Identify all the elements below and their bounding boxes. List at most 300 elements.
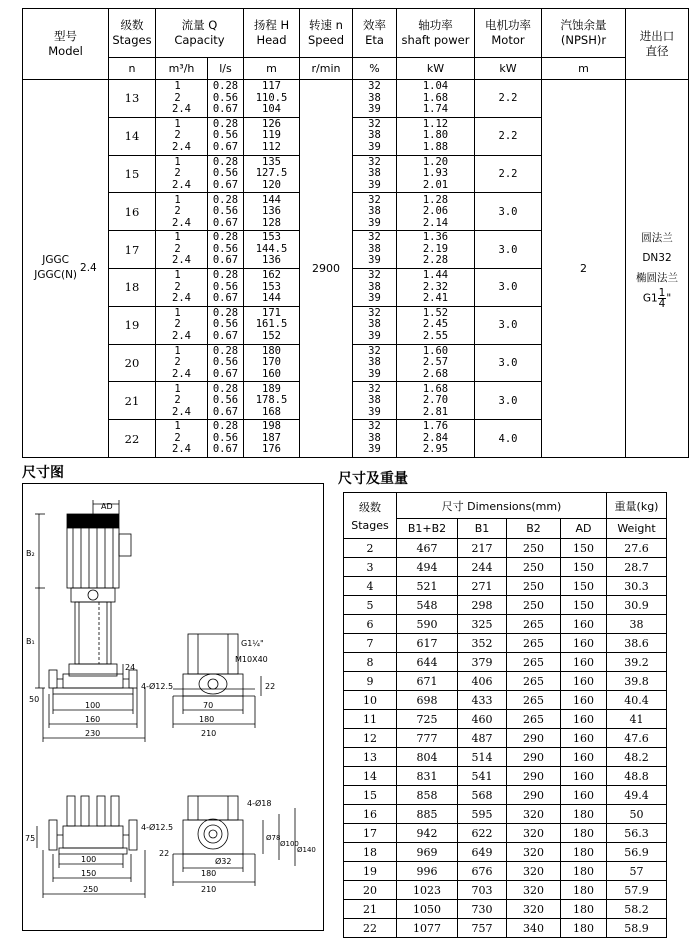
capacity-m3h-cell [156, 382, 208, 420]
capacity-ls-value: 0.56 [212, 242, 239, 255]
capacity-ls-value: 0.67 [212, 103, 239, 116]
head-cell [244, 231, 300, 269]
header-stages: 级数 Stages [109, 9, 156, 58]
dims-row [344, 558, 667, 577]
capacity-ls-cell [208, 155, 244, 193]
capacity-m3h-cell [156, 193, 208, 231]
dims-stages-cell: 20 [344, 881, 397, 900]
dims-weight-cell: 28.7 [607, 558, 667, 577]
dims-b2-cell: 250 [507, 596, 561, 615]
dims-row [344, 710, 667, 729]
eta-value: 32 [368, 269, 381, 282]
capacity-ls-cell [208, 344, 244, 382]
stages-cell: 19 [109, 306, 156, 344]
inout-line3: 椭圆法兰 [636, 271, 678, 284]
capacity-m3h-value: 2 [174, 431, 181, 444]
dims-stages-cell: 2 [344, 539, 397, 558]
dim-180b: 180 [201, 869, 217, 878]
capacity-ls-value: 0.28 [212, 80, 239, 93]
dims-weight-cell: 38.6 [607, 634, 667, 653]
dims-ad-cell: 150 [561, 577, 607, 596]
unit-npsh: m [542, 58, 626, 80]
shaft-power-value: 2.84 [422, 431, 449, 444]
unit-head: m [244, 58, 300, 80]
unit-eta: % [353, 58, 397, 80]
dims-stages-cell: 8 [344, 653, 397, 672]
dim-250: 250 [83, 885, 99, 894]
eta-value: 38 [368, 242, 381, 255]
capacity-ls-value: 0.56 [212, 431, 239, 444]
shaft-power-value: 2.70 [422, 394, 449, 407]
dims-b1b2-cell: 725 [397, 710, 458, 729]
eta-value: 39 [368, 405, 381, 418]
shaft-power-value: 2.55 [422, 329, 449, 342]
stages-cell: 15 [109, 155, 156, 193]
dims-b2-cell: 265 [507, 634, 561, 653]
eta-value: 39 [368, 140, 381, 153]
header-model: 型号 Model [23, 9, 109, 80]
dims-ad-cell: 180 [561, 900, 607, 919]
dims-b2-cell: 320 [507, 805, 561, 824]
dims-weight-cell: 58.2 [607, 900, 667, 919]
dims-b1b2-cell: 1050 [397, 900, 458, 919]
dims-ad-cell: 180 [561, 862, 607, 881]
capacity-ls-value: 0.67 [212, 443, 239, 456]
dim-230: 230 [85, 729, 101, 738]
dims-weight-cell: 48.2 [607, 748, 667, 767]
motor-cell: 3.0 [475, 382, 542, 420]
dims-row [344, 862, 667, 881]
eta-value: 38 [368, 167, 381, 180]
dims-header-b2: B2 [507, 519, 561, 539]
shaft-power-value: 1.12 [422, 117, 449, 130]
dim-100b: 100 [81, 855, 97, 864]
capacity-m3h-value: 1 [174, 344, 181, 357]
dims-header-dimensions: 尺寸 Dimensions(mm) [397, 493, 607, 519]
capacity-ls-value: 0.28 [212, 420, 239, 433]
dims-b1-cell: 460 [458, 710, 507, 729]
header-capacity: 流量 Q Capacity [156, 9, 244, 58]
capacity-m3h-value: 2.4 [172, 405, 191, 418]
dims-weight-cell: 49.4 [607, 786, 667, 805]
dims-b2-cell: 265 [507, 710, 561, 729]
stages-cell: 22 [109, 420, 156, 458]
header-inout: 进出口 直径 [626, 9, 689, 80]
capacity-ls-cell [208, 80, 244, 118]
header-speed: 转速 n Speed [300, 9, 353, 58]
dims-b2-cell: 265 [507, 672, 561, 691]
dims-stages-cell: 5 [344, 596, 397, 615]
shaft-power-value: 1.52 [422, 306, 449, 319]
dims-weight-cell: 38 [607, 615, 667, 634]
dims-b1b2-cell: 969 [397, 843, 458, 862]
eta-cell [353, 306, 397, 344]
dims-stages-cell: 21 [344, 900, 397, 919]
dims-ad-cell: 160 [561, 786, 607, 805]
shaft-power-value: 1.04 [422, 80, 449, 93]
eta-value: 32 [368, 231, 381, 244]
eta-value: 32 [368, 306, 381, 319]
head-value: 144 [262, 193, 281, 206]
eta-cell [353, 193, 397, 231]
capacity-ls-value: 0.67 [212, 140, 239, 153]
dims-stages-cell: 7 [344, 634, 397, 653]
head-value: 180 [262, 344, 281, 357]
motor-cell: 3.0 [475, 344, 542, 382]
header-motor: 电机功率 Motor [475, 9, 542, 58]
capacity-ls-value: 0.56 [212, 318, 239, 331]
head-value: 153 [262, 280, 281, 293]
motor-cell: 3.0 [475, 306, 542, 344]
shaft-power-cell [397, 382, 475, 420]
dims-stages-cell: 15 [344, 786, 397, 805]
dims-row [344, 634, 667, 653]
shaft-power-cell [397, 155, 475, 193]
dims-b2-cell: 320 [507, 900, 561, 919]
model-line2: JGGC(N) [34, 269, 78, 282]
motor-cell: 2.2 [475, 117, 542, 155]
shaft-power-value: 2.45 [422, 318, 449, 331]
dims-row [344, 843, 667, 862]
capacity-m3h-value: 1 [174, 306, 181, 319]
capacity-ls-value: 0.67 [212, 254, 239, 267]
eta-value: 39 [368, 103, 381, 116]
capacity-ls-value: 0.67 [212, 329, 239, 342]
capacity-m3h-cell [156, 268, 208, 306]
dims-ad-cell: 180 [561, 919, 607, 938]
stages-cell: 16 [109, 193, 156, 231]
dims-header-b1: B1 [458, 519, 507, 539]
dims-b1b2-cell: 804 [397, 748, 458, 767]
dims-ad-cell: 180 [561, 843, 607, 862]
head-value: 198 [262, 420, 281, 433]
dims-b1-cell: 217 [458, 539, 507, 558]
eta-value: 39 [368, 292, 381, 305]
head-value: 176 [262, 443, 281, 456]
capacity-m3h-cell [156, 155, 208, 193]
capacity-ls-value: 0.67 [212, 178, 239, 191]
dims-b1-cell: 406 [458, 672, 507, 691]
capacity-ls-value: 0.67 [212, 367, 239, 380]
capacity-m3h-value: 2.4 [172, 216, 191, 229]
motor-cell: 2.2 [475, 155, 542, 193]
head-value: 112 [262, 140, 281, 153]
dims-b2-cell: 320 [507, 843, 561, 862]
capacity-m3h-value: 2 [174, 242, 181, 255]
head-value: 187 [262, 431, 281, 444]
motor-cell: 2.2 [475, 80, 542, 118]
dim-50: 50 [29, 695, 40, 704]
dim-100c: Ø100 [280, 840, 299, 848]
shaft-power-cell [397, 268, 475, 306]
capacity-m3h-value: 2 [174, 394, 181, 407]
dims-b1b2-cell: 1077 [397, 919, 458, 938]
shaft-power-value: 2.28 [422, 254, 449, 267]
unit-motor: kW [475, 58, 542, 80]
dims-weight-cell: 30.9 [607, 596, 667, 615]
shaft-power-value: 2.41 [422, 292, 449, 305]
eta-value: 32 [368, 344, 381, 357]
dim-32: Ø32 [215, 857, 232, 866]
motor-cell: 3.0 [475, 268, 542, 306]
dim-180: 180 [199, 715, 215, 724]
eta-value: 32 [368, 155, 381, 168]
dims-row [344, 691, 667, 710]
capacity-ls-value: 0.28 [212, 155, 239, 168]
model-suffix: 2.4 [80, 262, 97, 275]
head-value: 136 [262, 205, 281, 218]
capacity-m3h-cell [156, 80, 208, 118]
eta-value: 39 [368, 254, 381, 267]
capacity-ls-cell [208, 382, 244, 420]
dims-row [344, 539, 667, 558]
speed-cell: 2900 [300, 80, 353, 458]
head-value: 135 [262, 155, 281, 168]
shaft-power-value: 2.19 [422, 242, 449, 255]
dim-210b: 210 [201, 885, 217, 894]
capacity-m3h-value: 2.4 [172, 178, 191, 191]
eta-value: 32 [368, 80, 381, 93]
dims-b1b2-cell: 831 [397, 767, 458, 786]
dims-b1-cell: 379 [458, 653, 507, 672]
dims-ad-cell: 160 [561, 729, 607, 748]
dim-holes1: 4-Ø12.5 [141, 682, 174, 691]
shaft-power-value: 1.44 [422, 269, 449, 282]
capacity-m3h-value: 2.4 [172, 367, 191, 380]
dims-header-ad: AD [561, 519, 607, 539]
dims-row [344, 919, 667, 938]
capacity-m3h-cell [156, 420, 208, 458]
eta-value: 38 [368, 431, 381, 444]
capacity-ls-value: 0.67 [212, 216, 239, 229]
dims-ad-cell: 150 [561, 558, 607, 577]
dims-b1-cell: 325 [458, 615, 507, 634]
shaft-power-value: 2.32 [422, 280, 449, 293]
dims-stages-cell: 17 [344, 824, 397, 843]
dims-weight-cell: 47.6 [607, 729, 667, 748]
dims-header-b1b2: B1+B2 [397, 519, 458, 539]
dims-row [344, 672, 667, 691]
head-cell [244, 117, 300, 155]
eta-cell [353, 420, 397, 458]
shaft-power-cell [397, 344, 475, 382]
unit-stages: n [109, 58, 156, 80]
dims-b2-cell: 290 [507, 729, 561, 748]
dims-b2-cell: 290 [507, 767, 561, 786]
dims-stages-cell: 11 [344, 710, 397, 729]
capacity-ls-cell [208, 231, 244, 269]
dims-weight-cell: 30.3 [607, 577, 667, 596]
shaft-power-value: 1.76 [422, 420, 449, 433]
capacity-m3h-value: 1 [174, 80, 181, 93]
dims-b1-cell: 352 [458, 634, 507, 653]
head-cell [244, 80, 300, 118]
head-value: 110.5 [255, 91, 288, 104]
stages-cell: 17 [109, 231, 156, 269]
dims-header-weight-en: Weight [607, 519, 667, 539]
dims-b1-cell: 541 [458, 767, 507, 786]
drawing-title: 尺寸图 [22, 465, 64, 481]
capacity-m3h-cell [156, 231, 208, 269]
dims-weight-cell: 57 [607, 862, 667, 881]
eta-cell [353, 268, 397, 306]
model-cell [23, 80, 109, 458]
head-value: 144.5 [255, 242, 288, 255]
dims-b1b2-cell: 1023 [397, 881, 458, 900]
eta-value: 38 [368, 205, 381, 218]
capacity-ls-value: 0.56 [212, 280, 239, 293]
head-value: 153 [262, 231, 281, 244]
dim-b1: B₁ [26, 637, 35, 646]
dims-row [344, 824, 667, 843]
eta-cell [353, 155, 397, 193]
capacity-m3h-value: 2.4 [172, 140, 191, 153]
head-cell [244, 382, 300, 420]
stages-cell: 21 [109, 382, 156, 420]
shaft-power-value: 1.20 [422, 155, 449, 168]
capacity-m3h-value: 2 [174, 356, 181, 369]
dim-b2: B₂ [26, 549, 35, 558]
eta-value: 38 [368, 394, 381, 407]
dims-stages-cell: 10 [344, 691, 397, 710]
dims-b1b2-cell: 858 [397, 786, 458, 805]
dims-ad-cell: 160 [561, 748, 607, 767]
shaft-power-value: 2.95 [422, 443, 449, 456]
eta-value: 39 [368, 329, 381, 342]
shaft-power-value: 2.57 [422, 356, 449, 369]
dims-b2-cell: 290 [507, 748, 561, 767]
dims-b2-cell: 320 [507, 824, 561, 843]
dimensions-table [343, 492, 667, 938]
inout-line1: 圆法兰 [641, 231, 673, 244]
dims-b1-cell: 271 [458, 577, 507, 596]
dims-b1-cell: 433 [458, 691, 507, 710]
dims-b1b2-cell: 644 [397, 653, 458, 672]
shaft-power-value: 1.80 [422, 129, 449, 142]
eta-value: 38 [368, 129, 381, 142]
dims-b1b2-cell: 494 [397, 558, 458, 577]
head-value: 127.5 [255, 167, 288, 180]
capacity-ls-value: 0.56 [212, 394, 239, 407]
dims-b1b2-cell: 548 [397, 596, 458, 615]
dims-b1b2-cell: 521 [397, 577, 458, 596]
dims-b2-cell: 250 [507, 577, 561, 596]
capacity-ls-cell [208, 306, 244, 344]
head-cell [244, 306, 300, 344]
capacity-m3h-value: 1 [174, 382, 181, 395]
dims-row [344, 881, 667, 900]
dims-weight-cell: 48.8 [607, 767, 667, 786]
shaft-power-cell [397, 420, 475, 458]
capacity-m3h-value: 1 [174, 231, 181, 244]
dims-b2-cell: 265 [507, 653, 561, 672]
eta-cell [353, 231, 397, 269]
capacity-m3h-value: 1 [174, 420, 181, 433]
dims-weight-cell: 57.9 [607, 881, 667, 900]
capacity-m3h-value: 2 [174, 205, 181, 218]
head-value: 171 [262, 306, 281, 319]
inout-line2: DN32 [642, 251, 672, 264]
dims-row [344, 577, 667, 596]
dims-row [344, 767, 667, 786]
dims-ad-cell: 160 [561, 672, 607, 691]
dim-140: Ø140 [297, 846, 316, 854]
head-cell [244, 268, 300, 306]
shaft-power-value: 1.60 [422, 344, 449, 357]
shaft-power-value: 1.74 [422, 103, 449, 116]
dims-b1b2-cell: 777 [397, 729, 458, 748]
shaft-power-cell [397, 231, 475, 269]
capacity-m3h-value: 2.4 [172, 292, 191, 305]
shaft-power-cell [397, 306, 475, 344]
performance-row [23, 80, 689, 118]
capacity-ls-value: 0.56 [212, 205, 239, 218]
capacity-m3h-value: 1 [174, 155, 181, 168]
performance-table [22, 8, 689, 458]
capacity-ls-value: 0.56 [212, 356, 239, 369]
model-line1: JGGC [42, 254, 69, 267]
dims-b1b2-cell: 698 [397, 691, 458, 710]
dim-22: 22 [265, 682, 276, 691]
dim-210: 210 [201, 729, 217, 738]
dims-b2-cell: 320 [507, 881, 561, 900]
capacity-m3h-value: 2 [174, 280, 181, 293]
shaft-power-value: 2.01 [422, 178, 449, 191]
dims-ad-cell: 160 [561, 634, 607, 653]
head-value: 104 [262, 103, 281, 116]
head-value: 136 [262, 254, 281, 267]
dims-stages-cell: 14 [344, 767, 397, 786]
capacity-ls-value: 0.56 [212, 129, 239, 142]
dims-b1-cell: 487 [458, 729, 507, 748]
shaft-power-value: 1.28 [422, 193, 449, 206]
dim-m: M10X40 [235, 655, 268, 664]
dims-b2-cell: 340 [507, 919, 561, 938]
dims-ad-cell: 160 [561, 767, 607, 786]
shaft-power-value: 1.36 [422, 231, 449, 244]
head-cell [244, 155, 300, 193]
dims-b2-cell: 250 [507, 558, 561, 577]
dimension-drawing [22, 483, 324, 931]
shaft-power-value: 2.14 [422, 216, 449, 229]
eta-value: 38 [368, 280, 381, 293]
dims-b2-cell: 250 [507, 539, 561, 558]
dims-row [344, 615, 667, 634]
capacity-ls-value: 0.56 [212, 167, 239, 180]
dims-b1b2-cell: 885 [397, 805, 458, 824]
dim-75: 75 [25, 834, 36, 843]
dims-stages-cell: 19 [344, 862, 397, 881]
capacity-m3h-value: 2.4 [172, 329, 191, 342]
dims-ad-cell: 160 [561, 710, 607, 729]
capacity-m3h-cell [156, 344, 208, 382]
eta-value: 38 [368, 356, 381, 369]
head-value: 168 [262, 405, 281, 418]
dims-stages-cell: 4 [344, 577, 397, 596]
dims-b1-cell: 622 [458, 824, 507, 843]
head-cell [244, 344, 300, 382]
dims-row [344, 653, 667, 672]
header-npsh: 汽蚀余量 (NPSH)r [542, 9, 626, 58]
motor-cell: 3.0 [475, 231, 542, 269]
eta-value: 38 [368, 318, 381, 331]
dims-weight-cell: 39.8 [607, 672, 667, 691]
dims-ad-cell: 180 [561, 881, 607, 900]
dim-150: 150 [81, 869, 97, 878]
header-head: 扬程 H Head [244, 9, 300, 58]
shaft-power-cell [397, 193, 475, 231]
capacity-ls-value: 0.28 [212, 193, 239, 206]
